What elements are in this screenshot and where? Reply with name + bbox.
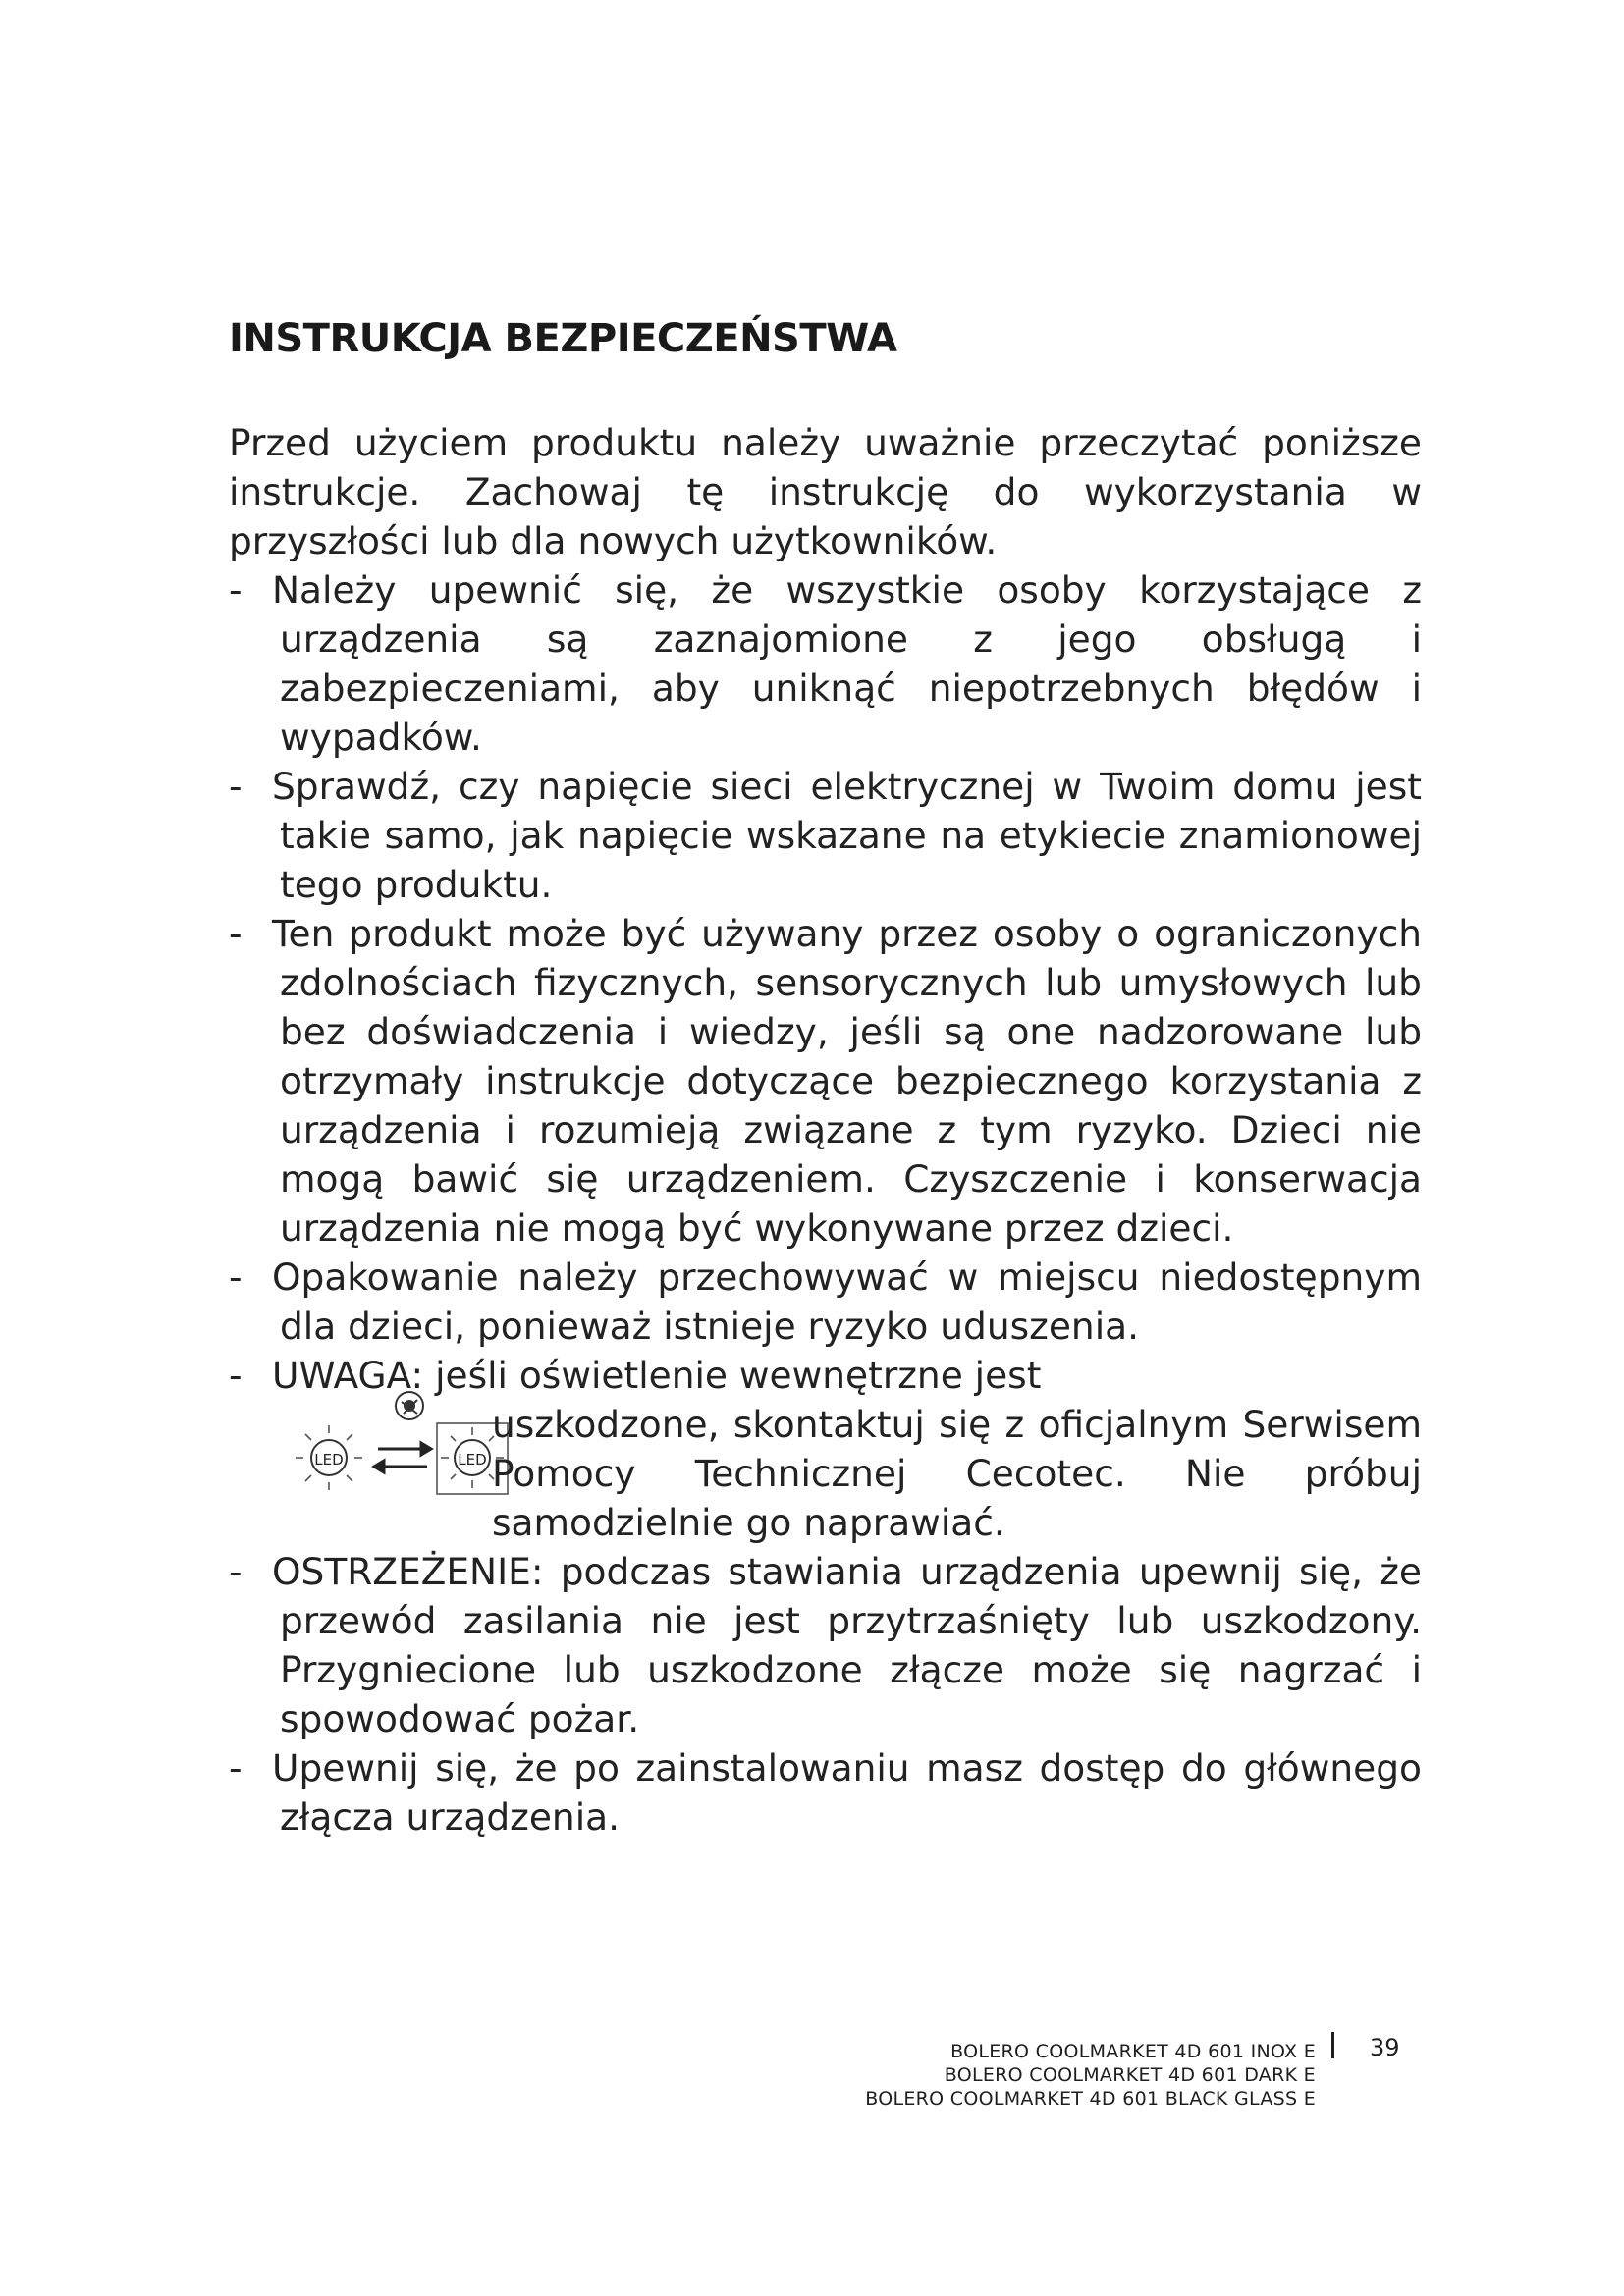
bullet-dash: - <box>229 1354 243 1397</box>
safety-instructions-body <box>229 418 1422 1842</box>
footer-model-line: BOLERO COOLMARKET 4D 601 INOX E <box>950 2041 1316 2062</box>
led-bulb-icon-left <box>296 1425 362 1490</box>
list-item-text: Upewnij się, że po zainstalowaniu masz dostęp do głównego złącza urządzenia. <box>272 1746 1422 1839</box>
list-item-text: Ten produkt może być używany przez osoby o ograniczonych zdolnościach fizycznych, sensorycznych lub umysłowych lub bez doświadczenia i wiedzy, jeśli są one nadzorowane lub otrzymały instrukcje dotyczące bezpiecznego korzystania z urządzenia i rozumieją związane z tym ryzyko. Dzieci nie mogą bawić się urządzeniem. Czyszczenie i konserwacja urządzenia nie mogą być wykonywane przez dzieci. <box>272 912 1422 1250</box>
led-warning-item <box>229 1351 1422 1547</box>
list-item-text: Sprawdź, czy napięcie sieci elektrycznej w Twoim domu jest takie samo, jak napięcie wskazane na etykiecie znamionowej tego produktu. <box>272 765 1422 906</box>
bullet-dash: - <box>229 1746 243 1789</box>
list-item <box>229 565 1422 762</box>
list-item <box>229 762 1422 909</box>
led-warning-text: uszkodzone, skontaktuj się z oficjalnym Serwisem Pomocy Technicznej Cecotec. Nie próbuj samodzielnie go naprawiać. <box>492 1403 1422 1544</box>
intro-paragraph: Przed użyciem produktu należy uważnie przeczytać poniższe instrukcje. Zachowaj tę instrukcję do wykorzystania w przyszłości lub dla nowych użytkowników. <box>229 421 1422 562</box>
footer-model-line: BOLERO COOLMARKET 4D 601 DARK E <box>944 2064 1316 2086</box>
list-item <box>229 1253 1422 1351</box>
list-item <box>229 1547 1422 1743</box>
footer-models <box>865 2040 1316 2110</box>
bullet-dash: - <box>229 1550 243 1593</box>
bullet-dash: - <box>229 765 243 808</box>
service-technician-icon <box>396 1392 423 1419</box>
footer-model-line: BOLERO COOLMARKET 4D 601 BLACK GLASS E <box>865 2088 1316 2109</box>
bullet-dash: - <box>229 1255 243 1299</box>
list-item-text: OSTRZEŻENIE: podczas stawiania urządzenia upewnij się, że przewód zasilania nie jest przytrzaśnięty lub uszkodzony. Przygniecione lub uszkodzone złącze może się nagrzać i spowodować pożar. <box>272 1550 1422 1740</box>
section-title: INSTRUKCJA BEZPIECZEŃSTWA <box>229 316 897 361</box>
footer-divider <box>1331 2032 1334 2058</box>
page-number: 39 <box>1370 2034 1400 2061</box>
led-warning-first-line: UWAGA: jeśli oświetlenie wewnętrzne jest <box>272 1354 1042 1397</box>
list-item <box>229 1743 1422 1842</box>
led-label-right: LED <box>458 1451 487 1468</box>
bullet-dash: - <box>229 912 243 955</box>
bullet-dash: - <box>229 568 243 612</box>
led-label-left: LED <box>314 1451 344 1468</box>
led-replacement-icon <box>288 1388 523 1506</box>
list-item-text: Opakowanie należy przechowywać w miejscu niedostępnym dla dzieci, ponieważ istnieje ryzyko uduszenia. <box>272 1255 1422 1348</box>
swap-arrows-icon <box>374 1443 431 1472</box>
list-item <box>229 909 1422 1253</box>
list-item-text: Należy upewnić się, że wszystkie osoby korzystające z urządzenia są zaznajomione z jego obsługą i zabezpieczeniami, aby uniknąć niepotrzebnych błędów i wypadków. <box>272 568 1422 759</box>
